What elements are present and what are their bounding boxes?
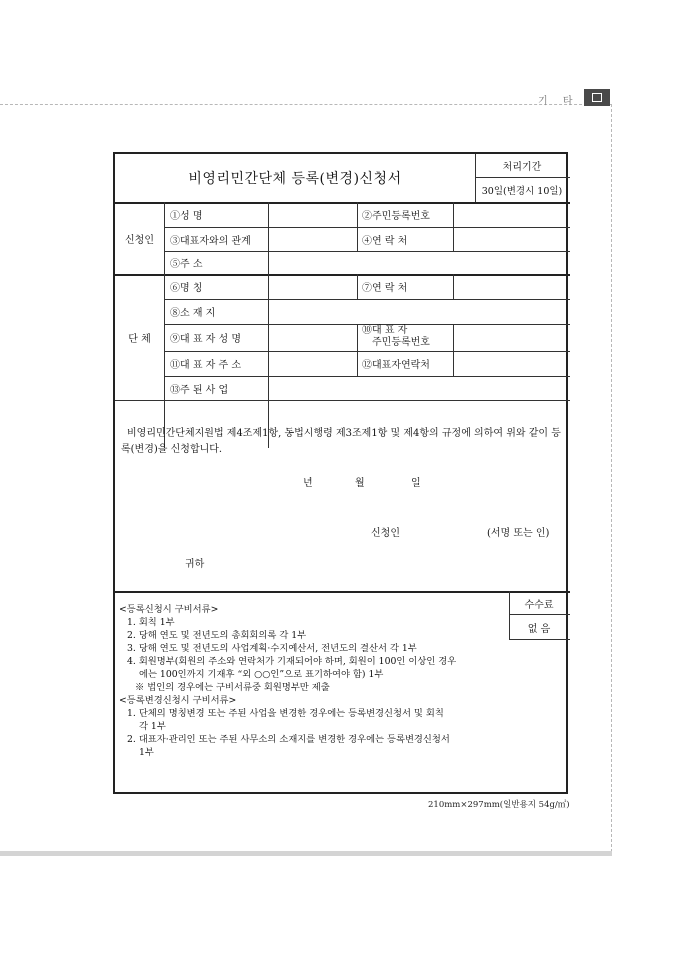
date-day: 일 [411,478,421,489]
date-year: 년 [303,478,313,489]
org-location-field[interactable] [269,300,568,323]
list-item: ※ 법인의 경우에는 구비서류중 회원명부만 제출 [135,682,330,693]
applicant-resident-no-field[interactable] [454,203,568,226]
organization-group-label: 단 체 [128,333,151,345]
applicant-contact-label: ④연 락 처 [362,235,408,247]
date-month: 월 [355,478,365,489]
org-rep-address-label: ⑪대 표 자 주 소 [170,360,242,371]
list-item: 1. 회칙 1부 [127,617,175,628]
org-rep-name-field[interactable] [269,325,356,350]
list-item: 각 1부 [139,721,166,732]
change-docs [119,707,509,759]
applicant-resident-no-label: ②주민등록번호 [362,211,430,222]
paper-size-note: 210mm×297mm(일반용지 54g/㎡) [428,800,570,810]
page-border-right [611,104,612,852]
registration-docs-heading: <등록신청시 구비서류> [119,604,219,615]
org-rep-contact-label: ⑫대표자연락처 [362,360,430,371]
registration-docs [119,603,509,759]
list-item: 4. 회원명부(회원의 주소와 연락처가 기재되어야 하며, 회원이 100인 이상인 경우 [127,656,457,667]
application-form [113,152,568,794]
org-contact-label: ⑦연 락 처 [362,283,408,294]
applicant-group-label: 신청인 [125,234,154,246]
applicant-relation-label: ③대표자와의 관계 [170,235,251,247]
applicant-name-label: ①성 명 [170,211,203,222]
list-item: 3. 당해 연도 및 전년도의 사업계획·수지예산서, 전년도의 결산서 각 1부 [127,643,417,654]
list-item: 1부 [139,747,154,758]
fee-label: 수수료 [524,599,554,611]
applicant-address-label: ⑤주 소 [170,259,203,270]
org-location-label: ⑧소 재 지 [170,308,216,319]
addressee-label: 귀하 [185,559,205,570]
org-rep-resident-label-line2: 주민등록번호 [372,337,430,348]
form-title: 비영리민간단체 등록(변경)신청서 [188,171,402,187]
list-item: 1. 단체의 명칭변경 또는 주된 사업을 변경한 경우에는 등록변경신청서 및 회칙 [127,708,444,719]
org-rep-contact-field[interactable] [454,352,568,375]
section-label: 기 타 [538,96,579,107]
fee-value: 없 음 [527,623,551,635]
applicant-relation-field[interactable] [269,228,356,250]
org-rep-resident-label [362,325,452,351]
org-name-field[interactable] [269,275,356,298]
change-docs-heading: <등록변경신청시 구비서류> [119,695,237,706]
signature-applicant-label: 신청인 [371,528,400,539]
org-main-business-label: ⑬주 된 사 업 [170,384,229,396]
application-statement: 비영리민간단체지원법 제4조제1항, 동법시행령 제3조제1항 및 제4항의 규정에 의하여 위와 같이 등록(변경)을 신청합니다. [121,428,561,455]
applicant-contact-field[interactable] [454,228,568,250]
org-rep-address-field[interactable] [269,352,356,375]
list-item: 2. 당해 연도 및 전년도의 총회회의록 각 1부 [127,630,307,641]
org-contact-field[interactable] [454,275,568,298]
list-item: 에는 100인까지 기재후 “외 ○○인”으로 표기하여야 함) 1부 [139,669,384,680]
signature-note: (서명 또는 인) [487,528,550,539]
processing-value: 30일(변경시 10일) [481,186,563,197]
org-main-business-field[interactable] [269,377,568,399]
processing-label: 처리기간 [502,162,542,173]
applicant-address-field[interactable] [269,252,568,273]
page-border-top [0,104,612,105]
org-rep-resident-label-line1: ⑩대 표 자 [362,325,408,336]
list-item: 2. 대표자·관리인 또는 주된 사무소의 소재지를 변경한 경우에는 등록변경신청서 [127,734,450,745]
applicant-name-field[interactable] [269,203,356,226]
org-rep-name-label: ⑨대 표 자 성 명 [170,334,242,345]
section-marker-icon [584,89,610,106]
page-bottom-band [0,851,612,856]
org-name-label: ⑥명 칭 [170,283,203,294]
org-rep-resident-field[interactable] [454,325,568,350]
